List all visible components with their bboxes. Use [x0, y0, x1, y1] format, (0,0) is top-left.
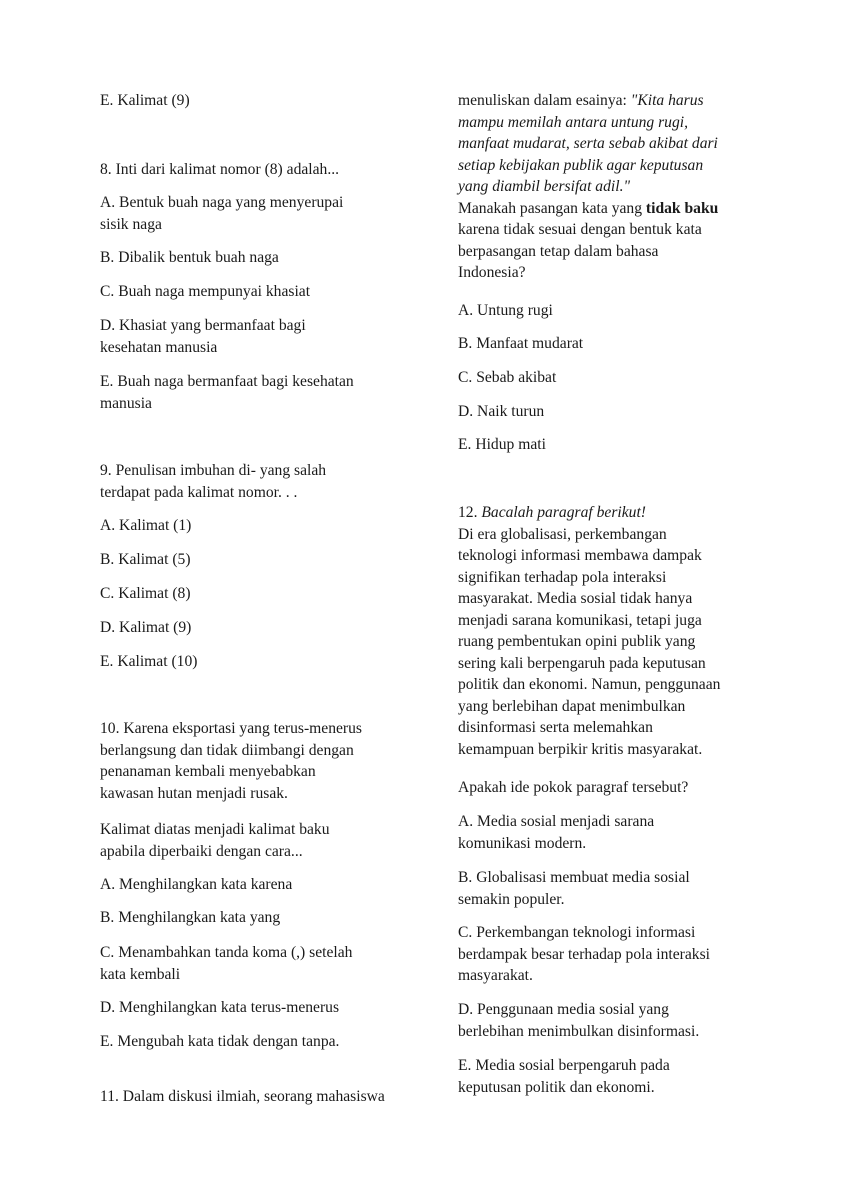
q12-instruction: Bacalah paragraf berikut! — [481, 504, 646, 521]
q11-option-a: A. Untung rugi — [458, 302, 553, 319]
q11-option-b: B. Manfaat mudarat — [458, 335, 584, 352]
q10-option-e: E. Mengubah kata tidak dengan tanpa. — [100, 1033, 340, 1050]
q8-question: 8. Inti dari kalimat nomor (8) adalah... — [100, 161, 340, 178]
q8-option-c: C. Buah naga mempunyai khasiat — [100, 283, 311, 300]
q10-option-a: A. Menghilangkan kata karena — [100, 876, 293, 893]
q11-option-d: D. Naik turun — [458, 403, 545, 420]
q10-option-c: C. Menambahkan tanda koma (,) setelah kata kembali — [100, 944, 353, 983]
q12-option-e: E. Media sosial berpengaruh pada keputusan politik dan ekonomi. — [458, 1057, 670, 1096]
q8-option-b: B. Dibalik bentuk buah naga — [100, 249, 279, 266]
q9-option-d: D. Kalimat (9) — [100, 619, 192, 636]
q12-option-b: B. Globalisasi membuat media sosial semakin populer. — [458, 869, 690, 908]
q10-option-b: B. Menghilangkan kata yang — [100, 909, 281, 926]
q12-question: Apakah ide pokok paragraf tersebut? — [458, 779, 689, 796]
q8-option-d: D. Khasiat yang bermanfaat bagi kesehatan manusia — [100, 317, 306, 356]
q9-option-c: C. Kalimat (8) — [100, 585, 191, 602]
q11-quote-line-1: "Kita harus — [630, 92, 704, 109]
q11-option-e: E. Hidup mati — [458, 436, 546, 453]
q12-option-c: C. Perkembangan teknologi informasi berdampak besar terhadap pola interaksi masyarakat. — [458, 924, 710, 984]
q12-paragraph: 12. Bacalah paragraf berikut! Di era globalisasi, perkembangan teknologi informasi membawa dampak signifikan terhadap pola interaksi masyarakat. Media sosial tidak hanya menjadi sarana komunikasi, tetapi juga ruang pembentukan opini publik yang sering kali berpengaruh pada keputusan politik dan ekonomi. Namun, penggunaan yang berlebihan dapat menimbulkan disinformasi serta melemahkan kemampuan berpikir kritis masyarakat. — [458, 504, 721, 758]
q10-question: 10. Karena eksportasi yang terus-menerus berlangsung dan tidak diimbangi dengan penanaman kembali menyebabkan kawasan hutan menjadi rusak. — [100, 720, 362, 802]
q9-question: 9. Penulisan imbuhan di- yang salah terdapat pada kalimat nomor. . . — [100, 462, 327, 501]
q10-option-d: D. Menghilangkan kata terus-menerus — [100, 999, 340, 1016]
tidak-baku-emphasis: tidak baku — [645, 199, 719, 217]
q8-option-e: E. Buah naga bermanfaat bagi kesehatan manusia — [100, 373, 354, 412]
q9-option-e: E. Kalimat (10) — [100, 653, 198, 670]
q11-intro: 11. Dalam diskusi ilmiah, seorang mahasiswa — [100, 1088, 385, 1105]
q12-option-d: D. Penggunaan media sosial yang berlebihan menimbulkan disinformasi. — [458, 1001, 700, 1040]
q8-option-a: A. Bentuk buah naga yang menyerupai sisik naga — [100, 194, 344, 233]
q11-stem: menuliskan dalam esainya: "Kita harus mampu memilah antara untung rugi, manfaat mudarat, serta sebab akibat dari setiap kebijakan publik agar keputusan yang diambil bersifat adil." Manakah pasangan kata yang tidak baku karena tidak sesuai dengan bentuk kata berpasangan tetap dalam bahasa Indonesia? — [458, 92, 719, 281]
prev-option-e: E. Kalimat (9) — [100, 92, 190, 109]
q9-option-b: B. Kalimat (5) — [100, 551, 191, 568]
q9-option-a: A. Kalimat (1) — [100, 517, 192, 534]
q12-option-a: A. Media sosial menjadi sarana komunikasi modern. — [458, 813, 655, 852]
q10-prompt: Kalimat diatas menjadi kalimat baku apabila diperbaiki dengan cara... — [100, 821, 330, 860]
q11-option-c: C. Sebab akibat — [458, 369, 557, 386]
